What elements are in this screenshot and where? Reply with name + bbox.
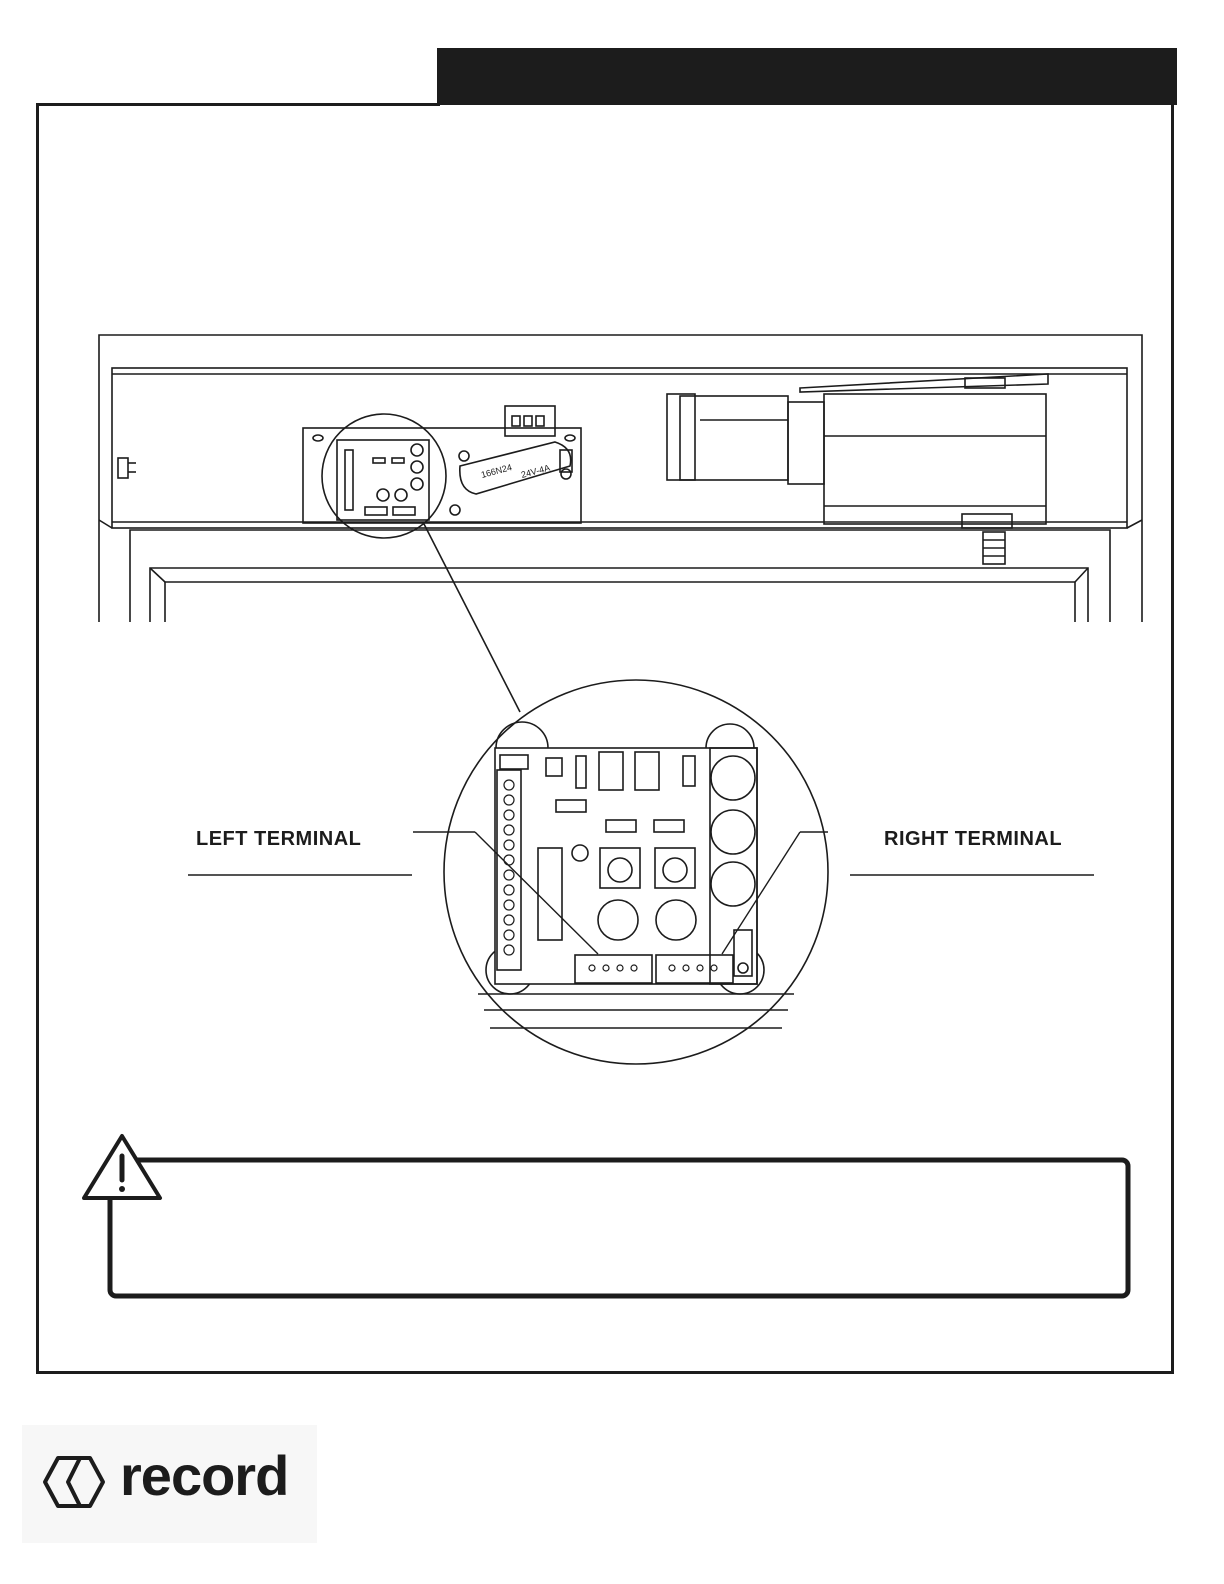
left-terminal-label: LEFT TERMINAL xyxy=(196,828,362,850)
board-rating-text: 24V-4A xyxy=(519,462,552,480)
record-logo-text: record xyxy=(120,1444,289,1507)
board-model-text: 166N24 xyxy=(479,462,513,480)
right-terminal-label: RIGHT TERMINAL xyxy=(884,828,1063,850)
